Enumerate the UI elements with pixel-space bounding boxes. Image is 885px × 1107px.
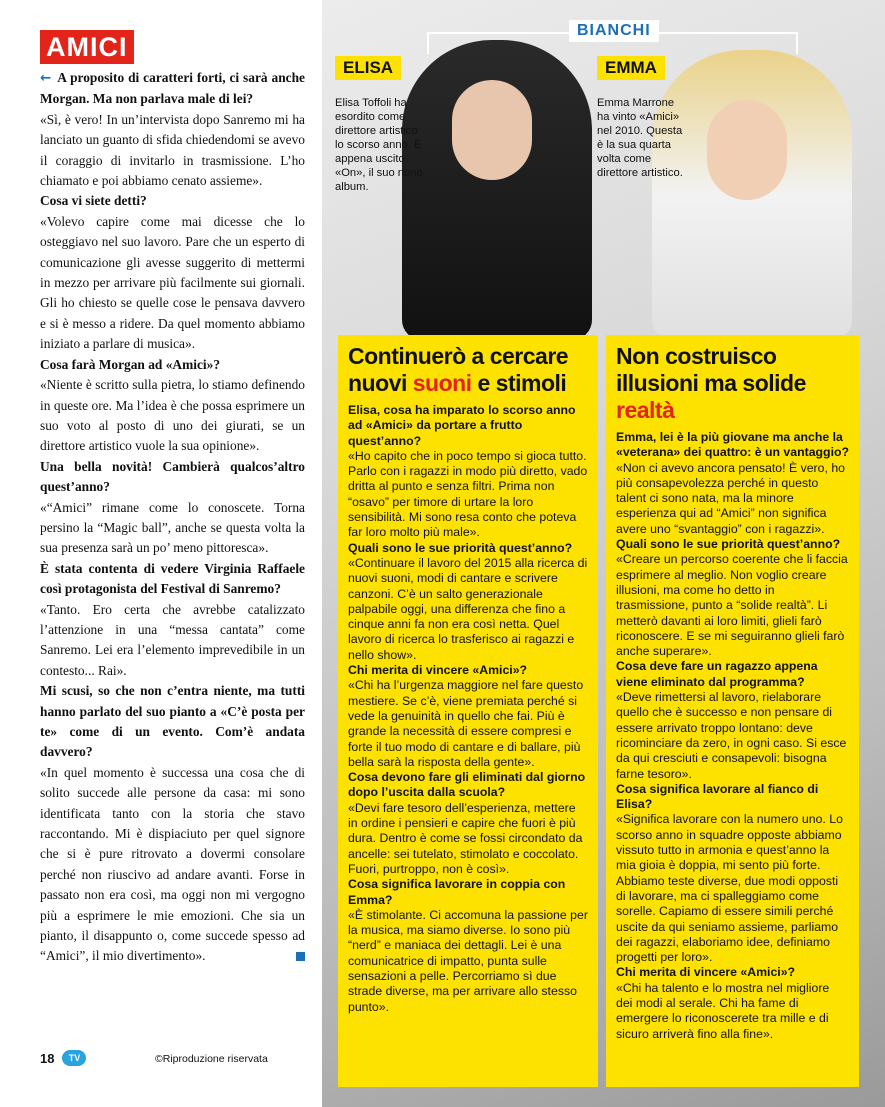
emma-intro: Emma Marrone ha vinto «Amici» nel 2010. Questa è la sua quarta volta come direttore artistico. bbox=[597, 97, 683, 179]
question: Chi merita di vincere «Amici»? bbox=[348, 663, 528, 678]
question: Cosa deve fare un ragazzo appena viene eliminato dal programma? bbox=[616, 659, 818, 689]
answer: «Sì, è vero! In un’intervista dopo Sanremo mi ha lanciato un guanto di sfida chiedendomi se avevo il coraggio di invitarlo in trasmissione. L’ho chiamato e poi abbiamo cenato assieme». bbox=[40, 111, 305, 189]
elisa-box bbox=[338, 335, 598, 1087]
answer: «Chi ha l’urgenza maggiore nel fare questo mestiere. Se c’è, viene premiata perché si vede la genuinità in quello che fai. Più è grande la necessità di essere compresi e forte il tuo modo di cantare e di ballare, più bella sarà la risposta della gente». bbox=[348, 678, 584, 769]
question: Cosa farà Morgan ad «Amici»? bbox=[40, 356, 221, 372]
elisa-face bbox=[452, 80, 532, 180]
section-tag: AMICI bbox=[40, 30, 134, 64]
question: ← A proposito di caratteri forti, ci sarà anche Morgan. Ma non parlava male di lei? bbox=[40, 70, 305, 107]
page-footer bbox=[40, 1050, 86, 1066]
answer: «Significa lavorare con la numero uno. Lo scorso anno in squadre opposte abbiamo vissuto tutto in armonia e quest’anno la mia gioia è doppia, mi sento più forte. Abbiamo teste diverse, due modi opposti di lavorare, ma ci spalleggiamo come sorelle. Capiamo di essere simili perché uscite da qui seniamo assieme, parliamo dei ragazzi, elaboriamo idee, definiamo progetti per loro». bbox=[616, 812, 843, 965]
tv-logo: TV bbox=[62, 1050, 86, 1066]
question: Una bella novità! Cambierà qualcos’altro quest’anno? bbox=[40, 458, 305, 495]
answer: «Ho capito che in poco tempo si gioca tutto. Parlo con i ragazzi in modo più diretto, vado dritta al punto e senza filtri. Prima non “osavo” per timore di urtare la loro sensibilità. Mi sono resa conto che poteva far loro molto più male». bbox=[348, 448, 588, 540]
team-label: BIANCHI bbox=[569, 20, 659, 42]
answer: «Creare un percorso coerente che li faccia esprimere al meglio. Non voglio creare illusioni, ma come ho detto in trasmissione, punto a “solide realtà”. Li metterò davanti ai loro limiti, glieli farò riconoscere. E se mi seguiranno glieli farò anche superare». bbox=[616, 552, 848, 659]
answer: «“Amici” rimane come lo conoscete. Torna persino la “Magic ball”, anche se questa volta la sua presenza sarà un po’ meno pittoresca». bbox=[40, 499, 305, 556]
arrow-left-icon: ← bbox=[40, 71, 52, 86]
elisa-interview bbox=[348, 403, 588, 1015]
elisa-intro: Elisa Toffoli ha esordito come direttore artistico lo scorso anno. È appena uscito «On», il suo nono album. bbox=[335, 97, 423, 193]
question: Cosa vi siete detti? bbox=[40, 193, 147, 209]
question: Emma, lei è la più giovane ma anche la «veterana» dei quattro: è un vantaggio? bbox=[616, 430, 850, 460]
emma-name-tag: EMMA bbox=[597, 56, 665, 80]
question: Elisa, cosa ha imparato lo scorso anno ad «Amici» da portare a frutto quest’anno? bbox=[348, 403, 576, 448]
answer: «Volevo capire come mai dicesse che lo osteggiavo nel suo lavoro. Pare che un esperto di comunicazione gli avesse suggerito di mettermi in mezzo per arrivare più facilmente sui giornali. Gli ho chiesto se quelle cose le pensava davvero e si è messo a ridere. Da quel momento abbiamo iniziato a parlare di musica». bbox=[40, 213, 305, 352]
question: Cosa devono fare gli eliminati dal giorno dopo l’uscita dalla scuola? bbox=[348, 770, 586, 800]
emma-box bbox=[606, 335, 859, 1087]
question: Quali sono le sue priorità quest’anno? bbox=[348, 540, 573, 555]
answer: «Non ci avevo ancora pensato! È vero, ho più consapevolezza perché in questo talent ci sono nata, ma la minore esperienza qui ad “Amici” non significa avere uno “svantaggio” con i ragazzi». bbox=[616, 460, 845, 536]
answer: «Continuare il lavoro del 2015 alla ricerca di nuovi suoni, modi di cantare e scrivere canzoni. C’è un salto generazionale palpabile oggi, una differenza che fino a cinque anni fa non era così netta. Quel lavoro di ricerca lo trasferisco ai ragazzi e nello show». bbox=[348, 555, 588, 662]
page-number: 18 bbox=[40, 1050, 55, 1066]
answer: «Niente è scritto sulla pietra, lo stiamo definendo in queste ore. Ma l’idea è che possa esprimere un suo voto al posto di uno dei giurati, se un direttore artistico vuole la sua opinione». bbox=[40, 377, 305, 454]
emma-face bbox=[707, 100, 787, 200]
emma-interview bbox=[616, 430, 849, 1042]
elisa-headline: Continuerò a cercare nuovi suoni e stimoli bbox=[348, 343, 569, 396]
copyright-note: ©Riproduzione riservata bbox=[155, 1053, 268, 1065]
answer: «Tanto. Ero certa che avrebbe catalizzato l’attenzione in una “messa cantata” come Sanremo. Lei era l’elemento imprevedibile in un contesto... Rai». bbox=[40, 601, 305, 678]
answer: «Devi fare tesoro dell’esperienza, mettere in ordine i pensieri e capire che fuori è più dura. Dentro è come se fossi circondato da ancelle: sei tutelato, stimolato e coccolato. Fuori, purtroppo, non è così». bbox=[348, 800, 583, 876]
interview-column bbox=[40, 30, 305, 967]
emma-headline: Non costruisco illusioni ma solide realtà bbox=[616, 343, 806, 423]
interview-body bbox=[40, 68, 305, 967]
question: Quali sono le sue priorità quest’anno? bbox=[616, 537, 841, 552]
end-square-icon bbox=[296, 952, 305, 961]
question: Cosa significa lavorare al fianco di Elisa? bbox=[616, 781, 819, 812]
elisa-name-tag: ELISA bbox=[335, 56, 401, 80]
answer: «In quel momento è successa una cosa che di solito succede alle persone da casa: mi sono identificata tanto con la storia che stavo raccontando. Mi è dispiaciuto per quel signore che si è pure ritrovato a dovermi consolare perché non riuscivo ad andare avanti. Forse in passato non era così, ma oggi non mi vergogno più a esprimere le mie emozioni. Che sia un pianto, il disappunto o, come succede spesso ad “Amici”, il mio divertimento». bbox=[40, 764, 305, 964]
question: Cosa significa lavorare in coppia con Emma? bbox=[348, 877, 566, 907]
question: Mi scusi, so che non c’entra niente, ma tutti hanno parlato del suo pianto a «C’è posta per te» come di un evento. Com’è andata davvero? bbox=[40, 683, 305, 760]
answer: «Deve rimettersi al lavoro, rielaborare quello che è successo e non pensare di essere arrivato troppo lontano: deve ricominciare da zero, in ogni caso. Si esce da qui cresciuti e consapevoli: bisogna farne tesoro». bbox=[616, 690, 847, 781]
question: È stata contenta di vedere Virginia Raffaele così protagonista del Festival di Sanremo? bbox=[40, 560, 305, 597]
question: Chi merita di vincere «Amici»? bbox=[616, 965, 796, 980]
answer: «Chi ha talento e lo mostra nel migliore dei modi al serale. Chi ha fame di emergere lo riconoscerete tra mille e di sicuro arriverà fino alla fine». bbox=[616, 980, 830, 1041]
answer: «È stimolante. Ci accomuna la passione per la musica, ma siamo diverse. Io sono più “nerd” e maniaca dei dettagli. Lei è una comunicatrice di impatto, punta sulle sensazioni a pelle. Percorriamo sì due strade diverse, ma per arrivare allo stesso punto». bbox=[348, 907, 588, 1014]
